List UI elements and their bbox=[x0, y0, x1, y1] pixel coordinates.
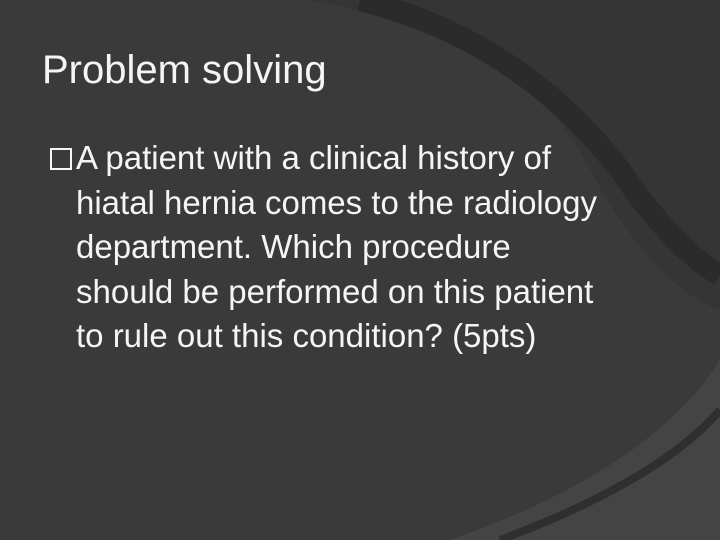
bullet-text: A patient with a clinical history of hiatal hernia comes to the radiology department. Which procedure should be performed on this patient to rule out this condition? (5pts) bbox=[76, 139, 597, 354]
square-bullet-box bbox=[50, 148, 72, 170]
bullet-list-item bbox=[42, 136, 602, 359]
slide-body bbox=[42, 136, 602, 359]
square-bullet-icon bbox=[42, 136, 74, 180]
slide-title: Problem solving bbox=[42, 48, 327, 92]
